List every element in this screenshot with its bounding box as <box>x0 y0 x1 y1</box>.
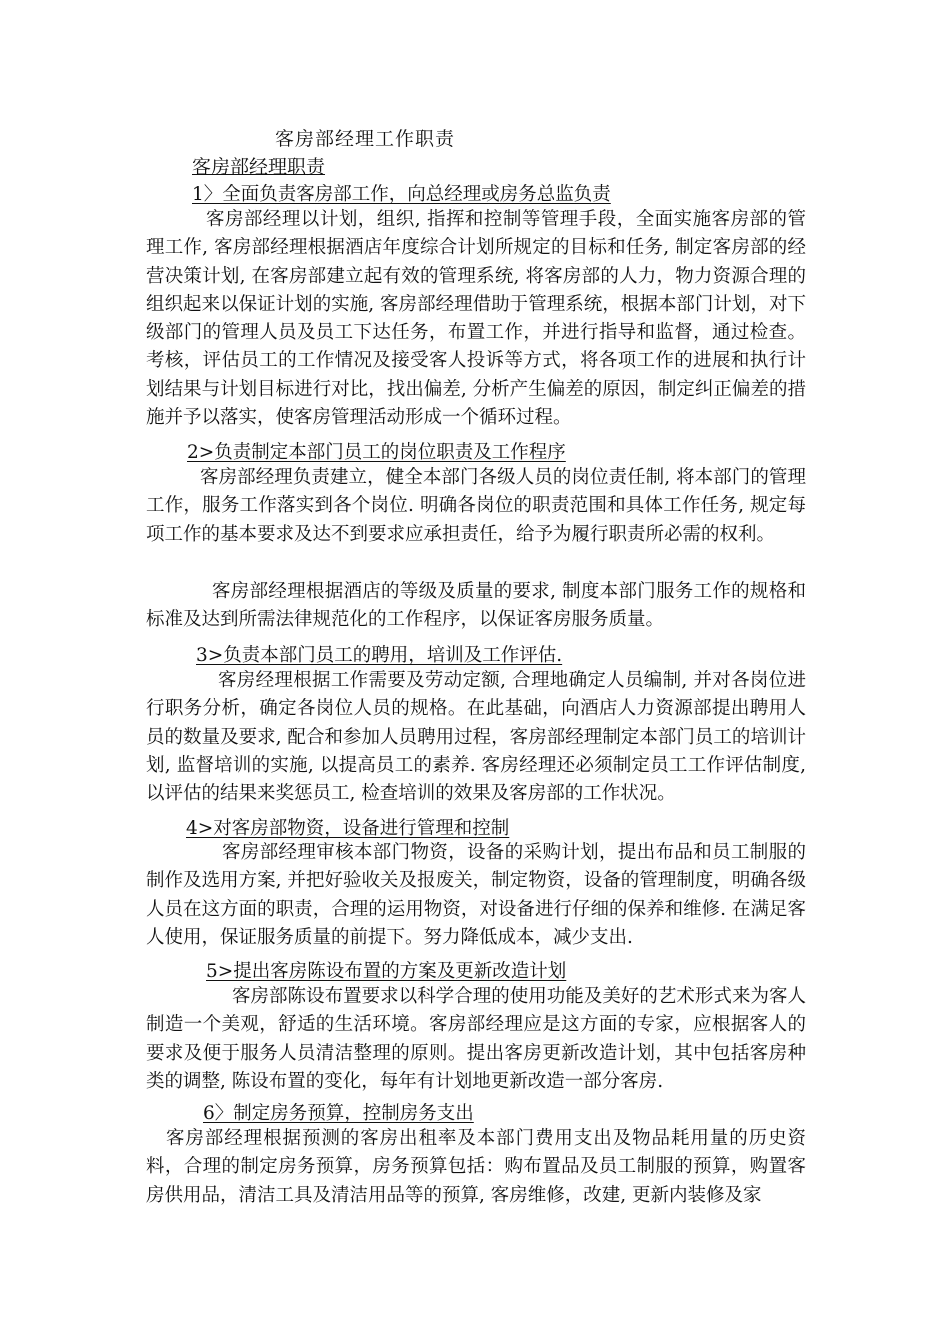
section-heading-6: 6〉制定房务预算，控制房务支出 <box>203 1103 474 1124</box>
section-1-paragraph-1: 客房部经理以计划，组织, 指挥和控制等管理手段，全面实施客房部的管理工作, 客房部经理根据酒店年度综合计划所规定的目标和任务, 制定客房部的经营决策计划, 在客房部建立起有效的管理系统, 将客房部的人力，物力资源合理的组织起来以保证计划的实施, 客房部经理借助于管理系统，根据本部门计划，对下级部门的管理人员及员工下达任务，布置工作，并进行指导和监督，通过检查。考核，评估员工的工作情况及接受客人投诉等方式，将各项工作的进展和执行计划结果与计划目标进行对比，找出偏差, 分析产生偏差的原因，制定纠正偏差的措施并予以落实，使客房管理活动形成一个循环过程。 <box>146 209 806 429</box>
section-heading-2: 2>负责制定本部门员工的岗位职责及工作程序 <box>187 442 566 463</box>
document-title: 客房部经理工作职责 <box>275 128 456 150</box>
section-5-paragraph-1: 客房部陈设布置要求以科学合理的使用功能及美好的艺术形式来为客人制造一个美观，舒适的生活环境。客房部经理应是这方面的专家，应根据客人的要求及便于服务人员清洁整理的原则。提出客房更新改造计划，其中包括客房种类的调整, 陈设布置的变化，每年有计划地更新改造一部分客房. <box>146 986 806 1092</box>
section-2-paragraph-1: 客房部经理负责建立，健全本部门各级人员的岗位责任制, 将本部门的管理工作，服务工作落实到各个岗位. 明确各岗位的职责范围和具体工作任务, 规定每项工作的基本要求及达不到要求应承担责任，给予为履行职责所必需的权利。 <box>146 467 806 545</box>
section-4-paragraph-1: 客房部经理审核本部门物资，设备的采购计划，提出布品和员工制服的制作及选用方案, 并把好验收关及报废关，制定物资，设备的管理制度，明确各级人员在这方面的职责，合理的运用物资，对设备进行仔细的保养和维修. 在满足客人使用，保证服务质量的前提下。努力降低成本，减少支出. <box>146 842 806 948</box>
section-heading-1: 1〉全面负责客房部工作，向总经理或房务总监负责 <box>192 184 611 205</box>
section-2-paragraph-2: 客房部经理根据酒店的等级及质量的要求, 制度本部门服务工作的规格和标准及达到所需法律规范化的工作程序，以保证客房服务质量。 <box>146 581 806 631</box>
section-3-paragraph-1: 客房经理根据工作需要及劳动定额, 合理地确定人员编制, 并对各岗位进行职务分析，确定各岗位人员的规格。在此基础，向酒店人力资源部提出聘用人员的数量及要求, 配合和参加人员聘用过程，客房部经理制定本部门员工的培训计划, 监督培训的实施, 以提高员工的素养. 客房经理还必须制定员工工作评估制度, 以评估的结果来奖惩员工, 检查培训的效果及客房部的工作状况。 <box>146 670 806 805</box>
section-heading-5: 5>提出客房陈设布置的方案及更新改造计划 <box>206 961 567 982</box>
section-heading-3: 3>负责本部门员工的聘用，培训及工作评估. <box>196 645 563 666</box>
section-6-paragraph-1: 客房部经理根据预测的客房出租率及本部门费用支出及物品耗用量的历史资料，合理的制定房务预算，房务预算包括：购布置品及员工制服的预算，购置客房供用品，清洁工具及清洁用品等的预算, 客房维修，改建, 更新内装修及家 <box>146 1128 806 1206</box>
section-heading-4: 4>对客房部物资，设备进行管理和控制 <box>186 818 510 839</box>
document-subtitle: 客房部经理职责 <box>192 156 326 178</box>
